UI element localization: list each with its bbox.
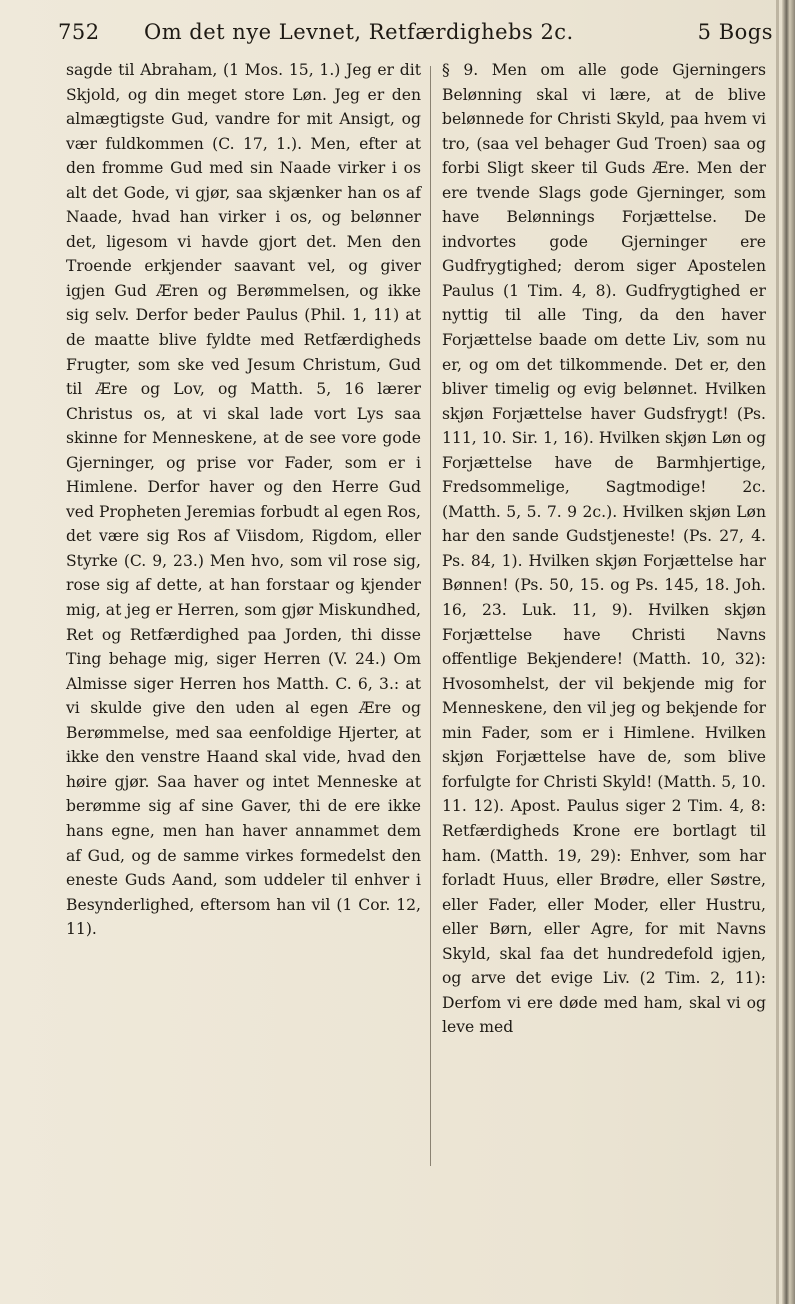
signature-mark: 5 Bogs (697, 20, 773, 44)
right-column-text: § 9. Men om alle gode Gjerningers Belønning skal vi lære, at de blive belønnede for Christi Skyld, paa hvem vi tro, (saa vel behager Gud Troen) saa og forbi Sligt skeer til Guds Ære. Men der ere tvende Slags gode Gjerninger, som have Belønnings Forjættelse. De indvortes gode Gjerninger ere Gudfrygtighed; derom siger Apostelen Paulus (1 Tim. 4, 8). Gudfrygtighed er nyttig til alle Ting, da den haver Forjættelse baade om dette Liv, som nu er, og om det tilkommende. Det er, den bliver timelig og evig belønnet. Hvilken skjøn Forjættelse haver Gudsfrygt! (Ps. 111, 10. Sir. 1, 16). Hvilken skjøn Løn og Forjættelse have de Barmhjertige, Fredsommelige, Sagtmodige! 2c. (Matth. 5, 5. 7. 9 2c.). Hvilken skjøn Løn har den sande Gudstjeneste! (Ps. 27, 4. Ps. 84, 1). Hvilken skjøn Forjættelse har Bønnen! (Ps. 50, 15. og Ps. 145, 18. Joh. 16, 23. Luk. 11, 9). Hvilken skjøn Forjættelse have Christi Navns offentlige Bekjendere! (Matth. 10, 32): Hvosomhelst, der vil bekjende mig for Menneskene, den vil jeg og bekjende for min Fader, som er i Himlene. Hvilken skjøn Forjættelse have de, som blive forfulgte for Christi Skyld! (Matth. 5, 10. 11. 12). Apost. Paulus siger 2 Tim. 4, 8: Retfærdigheds Krone ere bortlagt til ham. (Matth. 19, 29): Enhver, som har forladt Huus, eller Brødre, eller Søstre, eller Fader, eller Moder, eller Hustru, eller Børn, eller Agre, for mit Navns Skyld, skal faa det hundredefold igjen, og arve det evige Liv. (2 Tim. 2, 11): Derfom vi ere døde med ham, skal vi og leve med (442, 61, 766, 1037)
book-binding-edge (782, 0, 795, 1304)
right-column (442, 58, 766, 1040)
page-number: 752 (58, 20, 100, 44)
column-divider (430, 66, 431, 1166)
running-title: Om det nye Levnet, Retfærdighebs 2c. (144, 20, 574, 44)
page-edge-shadow (776, 0, 779, 1304)
running-header (58, 14, 773, 48)
left-column-text: sagde til Abraham, (1 Mos. 15, 1.) Jeg er dit Skjold, og din meget store Løn. Jeg er den almægtigste Gud, vandre for mit Ansigt, og vær fuldkommen (C. 17, 1.). Men, efter at den fromme Gud med sin Naade virker i os alt det Gode, vi gjør, saa skjænker han os af Naade, hvad han virker i os, og belønner det, ligesom vi havde gjort det. Men den Troende erkjender saavant vel, og giver igjen Gud Æren og Berømmelsen, og ikke sig selv. Derfor beder Paulus (Phil. 1, 11) at de maatte blive fyldte med Retfærdigheds Frugter, som ske ved Jesum Christum, Gud til Ære og Lov, og Matth. 5, 16 lærer Christus os, at vi skal lade vort Lys saa skinne for Menneskene, at de see vore gode Gjerninger, og prise vor Fader, som er i Himlene. Derfor haver og den Herre Gud ved Propheten Jeremias forbudt al egen Ros, det være sig Ros af Viisdom, Rigdom, eller Styrke (C. 9, 23.) Men hvo, som vil rose sig, rose sig af dette, at han forstaar og kjender mig, at jeg er Herren, som gjør Miskundhed, Ret og Retfærdighed paa Jorden, thi disse Ting behage mig, siger Herren (V. 24.) Om Almisse siger Herren hos Matth. C. 6, 3.: at vi skulde give den uden al egen Ære og Berømmelse, med saa eenfoldige Hjerter, at ikke den venstre Haand skal vide, hvad den høire gjør. Saa haver og intet Menneske at berømme sig af sine Gaver, thi de ere ikke hans egne, men han haver annammet dem af Gud, og de samme virkes formedelst den eneste Guds Aand, som uddeler til enhver i Besynderlighed, eftersom han vil (1 Cor. 12, 11). (66, 61, 421, 939)
left-column (66, 58, 421, 942)
